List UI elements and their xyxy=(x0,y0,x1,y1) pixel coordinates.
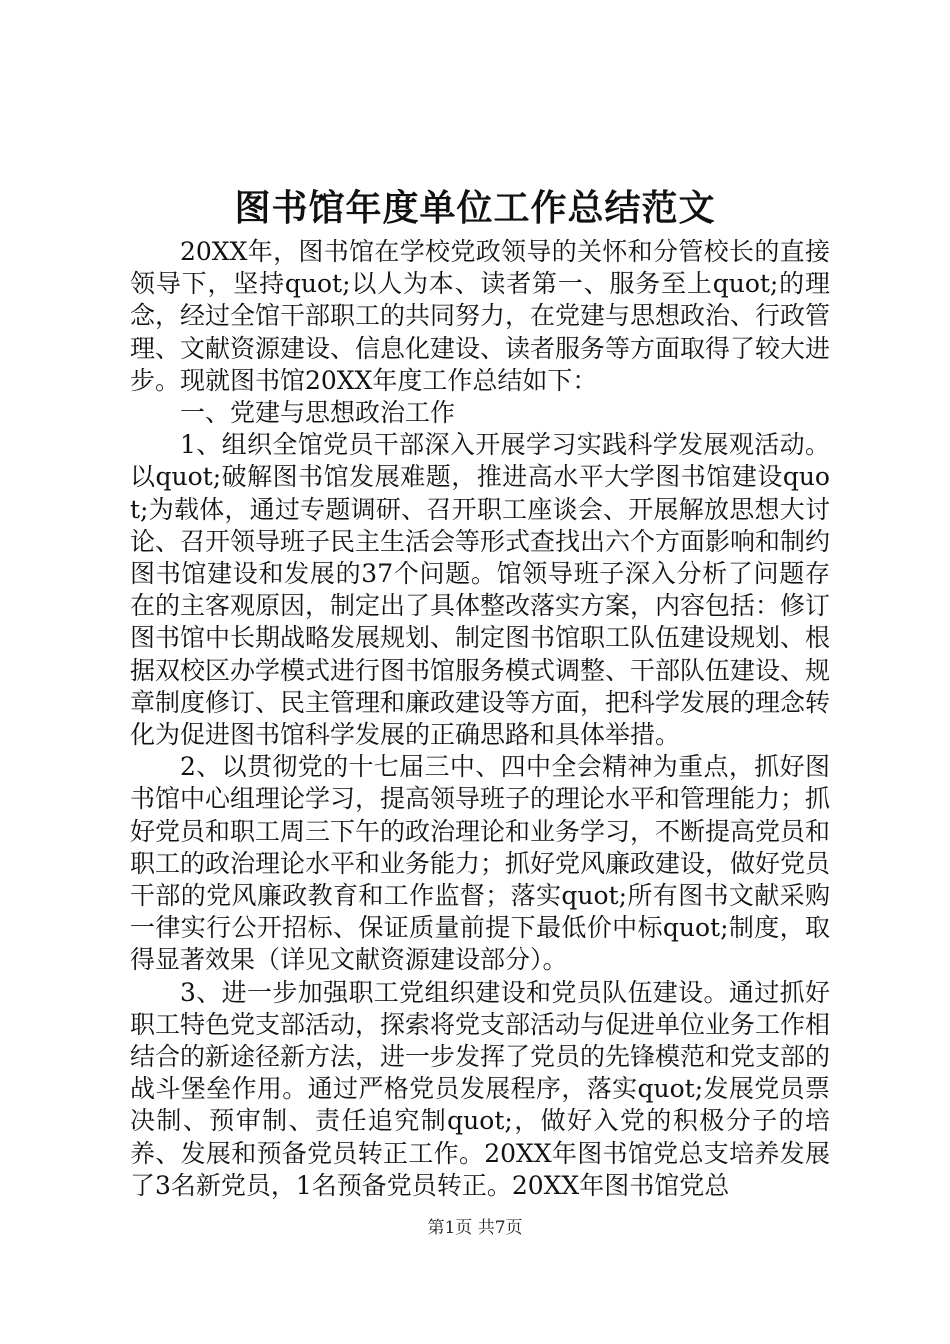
document-title: 图书馆年度单位工作总结范文 xyxy=(234,187,716,229)
page-number-footer: 第1页 共7页 xyxy=(427,1218,523,1238)
paragraph-item-3: 3、进一步加强职工党组织建设和党员队伍建设。通过抓好职工特色党支部活动，探索将党支部活动与促进单位业务工作相结合的新途径新方法，进一步发挥了党员的先锋模范和党支部的战斗堡垒作用。通过严格党员发展程序，落实quot;发展党员票决制、预审制、责任追究制quot;，做好入党的积极分子的培养、发展和预备党员转正工作。20XX年图书馆党总支培养发展了3名新党员，1名预备党员转正。20XX年图书馆党总 xyxy=(130,977,831,1200)
intro-paragraph: 20XX年，图书馆在学校党政领导的关怀和分管校长的直接领导下，坚持quot;以人为本、读者第一、服务至上quot;的理念，经过全馆干部职工的共同努力，在党建与思想政治、行政管理、文献资源建设、信息化建设、读者服务等方面取得了较大进步。现就图书馆20XX年度工作总结如下： xyxy=(130,237,831,395)
document-body xyxy=(130,236,830,1202)
paragraph-item-2: 2、以贯彻党的十七届三中、四中全会精神为重点，抓好图书馆中心组理论学习，提高领导班子的理论水平和管理能力；抓好党员和职工周三下午的政治理论和业务学习，不断提高党员和职工的政治理论水平和业务能力；抓好党风廉政建设，做好党员干部的党风廉政教育和工作监督；落实quot;所有图书文献采购一律实行公开招标、保证质量前提下最低价中标quot;制度，取得显著效果（详见文献资源建设部分）。 xyxy=(130,752,831,975)
paragraph-item-1: 1、组织全馆党员干部深入开展学习实践科学发展观活动。以quot;破解图书馆发展难题，推进高水平大学图书馆建设quot;为载体，通过专题调研、召开职工座谈会、开展解放思想大讨论、召开领导班子民主生活会等形式查找出六个方面影响和制约图书馆建设和发展的37个问题。馆领导班子深入分析了问题存在的主客观原因，制定出了具体整改落实方案，内容包括：修订图书馆中长期战略发展规划、制定图书馆职工队伍建设规划、根据双校区办学模式进行图书馆服务模式调整、干部队伍建设、规章制度修订、民主管理和廉政建设等方面，把科学发展的理念转化为促进图书馆科学发展的正确思路和具体举措。 xyxy=(130,430,831,750)
section-heading-party-building: 一、党建与思想政治工作 xyxy=(180,398,456,428)
